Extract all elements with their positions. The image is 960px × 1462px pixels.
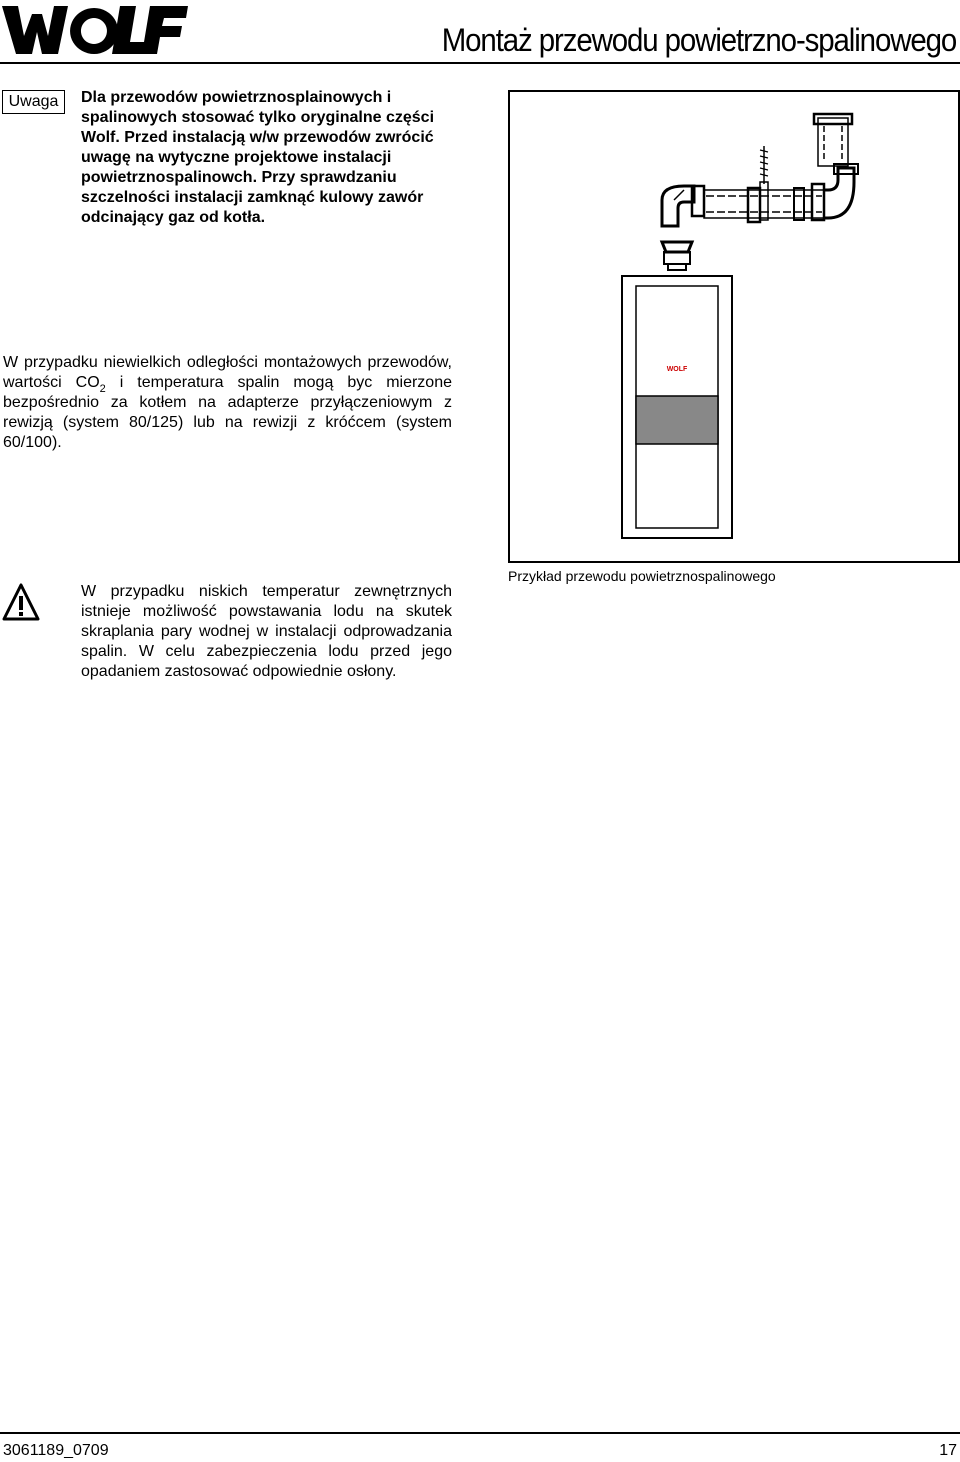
document-number: 3061189_0709 [3,1442,109,1459]
boiler-brand-label: WOLF [666,366,688,373]
footer-divider [0,1432,960,1434]
page-number: 17 [939,1442,957,1459]
notice-text: Dla przewodów powietrznosplainowych i spalinowych stosować tylko oryginalne części Wolf. Przed instalacją w/w przewodów zwrócić uwagę na wytyczne projektowe instalacji powietrznospalinowch. Przy sprawdzaniu szczelności instalacji zamknąć kulowy zawór odcinający gaz od kotła. [81,89,435,226]
vertical-pipe [814,114,852,166]
left-elbow-fitting [662,186,704,226]
boiler-display-panel [636,396,718,444]
figure-frame [509,91,959,562]
measurement-text-after: i temperatura spalin mogą byc mierzone bezpośrednio za kotłem na adapterze przyłączeniowym z rewizją (system 80/125) lub na rewizji z króćcem (system 60/100). [3,374,452,451]
measurement-text-before: W przypadku niewielkich odległości montażowych przewodów, wartości CO [3,354,452,391]
horizontal-pipe [704,188,824,222]
notice-label: Uwaga [2,90,65,114]
warning-text: W przypadku niskich temperatur zewnętrznych istnieje możliwość powstawania lodu na skutek skraplania pary wodnej w instalacji odprowadzania spalin. W celu zabezpieczenia lodu przed jego opadaniem zastosować odpowiednie osłony. [81,583,452,680]
co2-subscript: 2 [99,383,106,395]
boiler-connection-adapter [662,242,692,270]
boiler-unit [622,276,732,538]
wolf-logo [2,4,188,56]
warning-triangle-icon [2,582,40,622]
page-title: Montaż przewodu powietrzno-spalinowego [441,22,956,58]
measurement-paragraph [3,353,452,453]
header-divider [0,62,960,64]
flue-system-figure [508,90,960,563]
figure-caption: Przykład przewodu powietrznospalinowego [508,568,776,584]
